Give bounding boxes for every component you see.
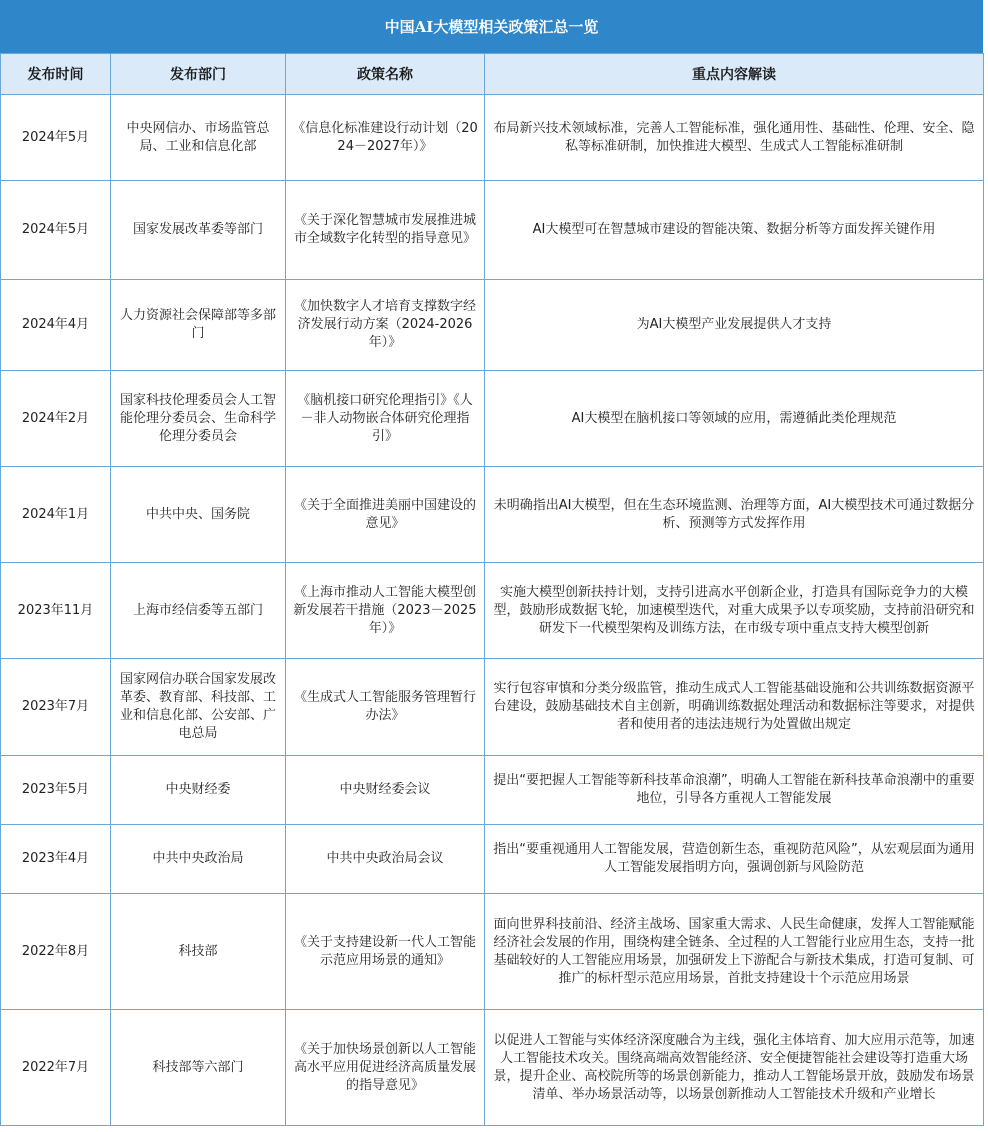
table-title: 中国AI大模型相关政策汇总一览 (0, 0, 983, 53)
policy-table (0, 53, 984, 1126)
cell-department: 科技部等六部门 (111, 1010, 286, 1126)
cell-date: 2024年5月 (1, 95, 111, 181)
header-policy-name: 政策名称 (286, 54, 485, 95)
cell-key-content: 布局新兴技术领域标准，完善人工智能标准，强化通用性、基础性、伦理、安全、隐私等标准研制，加快推进大模型、生成式人工智能标准研制 (485, 95, 984, 181)
header-key-content: 重点内容解读 (485, 54, 984, 95)
cell-key-content: 以促进人工智能与实体经济深度融合为主线，强化主体培育、加大应用示范等，加速人工智能技术攻关。围绕高端高效智能经济、安全便捷智能社会建设等打造重大场景，提升企业、高校院所等的场景创新能力，推动人工智能场景开放，鼓励发布场景清单、举办场景活动等，以场景创新推动人工智能技术升级和产业增长 (485, 1010, 984, 1126)
cell-date: 2022年8月 (1, 894, 111, 1010)
table-row (1, 659, 984, 756)
cell-date: 2023年7月 (1, 659, 111, 756)
cell-policy-name: 《信息化标准建设行动计划（2024－2027年）》 (286, 95, 485, 181)
cell-policy-name: 中央财经委会议 (286, 756, 485, 825)
cell-key-content: 面向世界科技前沿、经济主战场、国家重大需求、人民生命健康，发挥人工智能赋能经济社会发展的作用，围绕构建全链条、全过程的人工智能行业应用生态，支持一批基础较好的人工智能应用场景，加强研发上下游配合与新技术集成，打造可复制、可推广的标杆型示范应用场景，首批支持建设十个示范应用场景 (485, 894, 984, 1010)
table-row (1, 181, 984, 280)
cell-key-content: 实行包容审慎和分类分级监管，推动生成式人工智能基础设施和公共训练数据资源平台建设，鼓励基础技术自主创新，明确训练数据处理活动和数据标注等要求，对提供者和使用者的违法违规行为处置做出规定 (485, 659, 984, 756)
cell-policy-name: 《脑机接口研究伦理指引》《人－非人动物嵌合体研究伦理指引》 (286, 371, 485, 467)
cell-policy-name: 《上海市推动人工智能大模型创新发展若干措施（2023－2025年）》 (286, 563, 485, 659)
header-date: 发布时间 (1, 54, 111, 95)
cell-key-content: 实施大模型创新扶持计划，支持引进高水平创新企业，打造具有国际竞争力的大模型，鼓励形成数据飞轮，加速模型迭代，对重大成果予以专项奖励，支持前沿研究和研发下一代模型架构及训练方法，在市级专项中重点支持大模型创新 (485, 563, 984, 659)
cell-department: 中共中央、国务院 (111, 467, 286, 563)
cell-date: 2024年4月 (1, 280, 111, 371)
cell-key-content: AI大模型在脑机接口等领域的应用，需遵循此类伦理规范 (485, 371, 984, 467)
cell-key-content: 指出“要重视通用人工智能发展，营造创新生态，重视防范风险”，从宏观层面为通用人工智能发展指明方向，强调创新与风险防范 (485, 825, 984, 894)
cell-department: 科技部 (111, 894, 286, 1010)
cell-department: 国家发展改革委等部门 (111, 181, 286, 280)
cell-department: 国家网信办联合国家发展改革委、教育部、科技部、工业和信息化部、公安部、广电总局 (111, 659, 286, 756)
cell-policy-name: 《关于全面推进美丽中国建设的意见》 (286, 467, 485, 563)
cell-policy-name: 《加快数字人才培育支撑数字经济发展行动方案（2024-2026年）》 (286, 280, 485, 371)
table-row (1, 371, 984, 467)
cell-department: 中共中央政治局 (111, 825, 286, 894)
cell-date: 2023年11月 (1, 563, 111, 659)
cell-policy-name: 《关于支持建设新一代人工智能示范应用场景的通知》 (286, 894, 485, 1010)
cell-date: 2024年5月 (1, 181, 111, 280)
cell-department: 人力资源社会保障部等多部门 (111, 280, 286, 371)
cell-department: 国家科技伦理委员会人工智能伦理分委员会、生命科学伦理分委员会 (111, 371, 286, 467)
cell-department: 上海市经信委等五部门 (111, 563, 286, 659)
table-row (1, 756, 984, 825)
cell-date: 2023年5月 (1, 756, 111, 825)
cell-department: 中央财经委 (111, 756, 286, 825)
cell-policy-name: 中共中央政治局会议 (286, 825, 485, 894)
cell-date: 2024年2月 (1, 371, 111, 467)
cell-date: 2022年7月 (1, 1010, 111, 1126)
table-row (1, 894, 984, 1010)
table-row (1, 280, 984, 371)
cell-key-content: AI大模型可在智慧城市建设的智能决策、数据分析等方面发挥关键作用 (485, 181, 984, 280)
cell-key-content: 为AI大模型产业发展提供人才支持 (485, 280, 984, 371)
cell-key-content: 未明确指出AI大模型，但在生态环境监测、治理等方面，AI大模型技术可通过数据分析、预测等方式发挥作用 (485, 467, 984, 563)
cell-date: 2023年4月 (1, 825, 111, 894)
table-row (1, 467, 984, 563)
cell-department: 中央网信办、市场监管总局、工业和信息化部 (111, 95, 286, 181)
cell-key-content: 提出“要把握人工智能等新科技革命浪潮”，明确人工智能在新科技革命浪潮中的重要地位，引导各方重视人工智能发展 (485, 756, 984, 825)
cell-policy-name: 《关于深化智慧城市发展推进城市全域数字化转型的指导意见》 (286, 181, 485, 280)
header-department: 发布部门 (111, 54, 286, 95)
cell-date: 2024年1月 (1, 467, 111, 563)
cell-policy-name: 《生成式人工智能服务管理暂行办法》 (286, 659, 485, 756)
cell-policy-name: 《关于加快场景创新以人工智能高水平应用促进经济高质量发展的指导意见》 (286, 1010, 485, 1126)
table-row (1, 825, 984, 894)
table-row (1, 1010, 984, 1126)
table-row (1, 95, 984, 181)
table-row (1, 563, 984, 659)
header-row (1, 54, 984, 95)
